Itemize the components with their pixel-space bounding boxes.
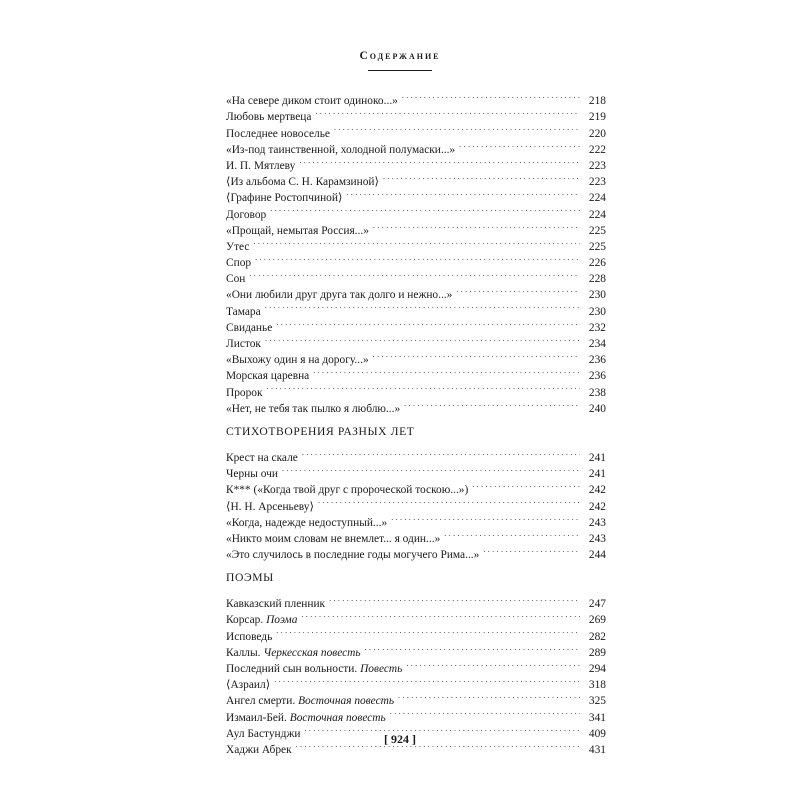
toc-entry-title-text: Сон xyxy=(226,273,246,286)
toc-entry-title-text: «Это случилось в последние годы могучего Рима...» xyxy=(226,549,480,562)
toc-entry-title-text: Свиданье xyxy=(226,321,273,334)
dot-leader xyxy=(265,331,580,347)
toc-entry-title-text: «Никто моим словам не внемлет... я один...» xyxy=(226,532,441,545)
toc-entry-title-text: «Когда, надежде недоступный...» xyxy=(226,516,388,529)
toc-entry-page-number: 282 xyxy=(588,630,606,643)
toc-entry-subtitle: Восточная повесть xyxy=(298,695,395,708)
toc-entry-title-text: Утес xyxy=(226,240,250,253)
toc-entry xyxy=(226,201,606,221)
toc-entry-page-number: 269 xyxy=(588,614,606,627)
toc-entry-page-number: 240 xyxy=(588,402,606,415)
toc-entry-page-number: 294 xyxy=(588,663,606,675)
toc-entry-title-text: ⟨Из альбома С. Н. Карамзиной⟩ xyxy=(226,176,379,189)
toc-entry-title-text: Крест на скале xyxy=(226,451,298,464)
dot-leader xyxy=(276,315,580,331)
toc-entry-page-number: 226 xyxy=(588,257,606,270)
dot-leader xyxy=(318,493,580,509)
dot-leader xyxy=(346,185,580,201)
toc-entry xyxy=(226,623,606,643)
toc-entry-title-text: Договор xyxy=(226,208,267,221)
toc-entry-page-number: 238 xyxy=(588,386,606,399)
toc-entry-page-number: 223 xyxy=(588,159,606,172)
toc-entry-title-text: Морская царевна xyxy=(226,370,310,383)
toc-entry-page-number: 230 xyxy=(588,289,606,302)
dot-leader xyxy=(373,218,580,234)
toc-entry-page-number: 218 xyxy=(588,95,606,108)
toc-entry-title-text: «Прощай, немытая Россия...» xyxy=(226,224,369,237)
dot-leader xyxy=(456,282,580,298)
dot-leader xyxy=(459,137,580,153)
dot-leader xyxy=(472,477,580,493)
toc-entry xyxy=(226,396,606,415)
dot-leader xyxy=(373,347,580,363)
dot-leader xyxy=(315,104,580,120)
dot-leader xyxy=(276,623,580,639)
toc-entry xyxy=(226,688,606,708)
running-header: Содержание xyxy=(359,50,441,62)
toc-entry xyxy=(226,640,606,659)
toc-entry-title xyxy=(226,109,311,125)
toc-entry-page-number: 219 xyxy=(588,111,606,124)
toc-entry xyxy=(226,347,606,367)
toc-entry-title xyxy=(226,385,263,401)
toc-entry-title-text: К*** («Когда твой друг с пророческой тоскою...») xyxy=(226,484,469,497)
toc-entry xyxy=(226,250,606,270)
toc-entry-page-number: 243 xyxy=(588,516,606,529)
toc-entry-title-text: Аул Бастунджи xyxy=(226,727,301,740)
toc-entry xyxy=(226,298,606,318)
toc-entry-title-text: Последний сын вольности. xyxy=(226,663,358,675)
toc-entry-title-text: И. П. Мятлеву xyxy=(226,159,296,172)
toc-entry-title-text: Измаил-Бей. xyxy=(226,711,287,724)
dot-leader xyxy=(398,688,580,704)
dot-leader xyxy=(249,266,580,282)
toc-entry-title-text: Тамара xyxy=(226,305,261,318)
page-number: [ 924 ] xyxy=(384,732,416,746)
dot-leader xyxy=(265,298,580,314)
toc-entry-title xyxy=(226,466,278,482)
toc-entry xyxy=(226,445,606,464)
dot-leader xyxy=(302,445,580,461)
dot-leader xyxy=(282,461,580,477)
dot-leader xyxy=(383,169,580,185)
toc-entry-title xyxy=(226,515,387,531)
toc-entry-page-number: 232 xyxy=(588,321,606,334)
section-title-poems: ПОЭМЫ xyxy=(226,571,274,585)
toc-entry xyxy=(226,379,606,399)
toc-entry xyxy=(226,315,606,334)
toc-entry-title-text: Ангел смерти. xyxy=(226,695,296,708)
toc-entry-title-text: «Нет, не тебя так пылко я люблю...» xyxy=(226,402,401,415)
toc-entry xyxy=(226,461,606,481)
toc-entry-title xyxy=(226,401,400,417)
toc-entry xyxy=(226,218,606,237)
toc-entry-title-text: Исповедь xyxy=(226,630,273,643)
toc-entry-page-number: 244 xyxy=(588,549,606,562)
toc-entry-title xyxy=(226,677,270,693)
dot-leader xyxy=(313,363,580,379)
toc-entry-title xyxy=(226,547,479,563)
toc-entry xyxy=(226,282,606,302)
toc-entry-title-text: «Из-под таинственной, холодной полумаски...» xyxy=(226,143,456,156)
toc-entry-page-number: 318 xyxy=(588,679,606,692)
toc-entry-title xyxy=(226,531,440,547)
toc-entry-title-text: «Они любили друг друга так долго и нежно...» xyxy=(226,289,453,302)
toc-entry-page-number: 236 xyxy=(588,370,606,383)
dot-leader xyxy=(299,153,580,169)
table-of-contents xyxy=(226,88,606,756)
toc-entry-page-number: 241 xyxy=(588,468,606,481)
toc-entry-page-number: 341 xyxy=(588,711,606,724)
dot-leader xyxy=(301,607,580,623)
toc-entry-title xyxy=(226,207,266,223)
toc-entry-page-number: 236 xyxy=(588,354,606,367)
toc-entry-page-number: 230 xyxy=(588,305,606,318)
toc-entry-page-number: 247 xyxy=(588,598,606,611)
dot-leader xyxy=(390,704,580,720)
toc-entry xyxy=(226,331,606,350)
toc-entry-page-number: 325 xyxy=(588,695,606,708)
dot-leader xyxy=(329,591,580,607)
dot-leader xyxy=(402,88,580,104)
toc-entry-title xyxy=(226,693,394,709)
toc-entry-subtitle: Черкесская повесть xyxy=(263,646,361,659)
toc-entry-page-number: 222 xyxy=(588,143,606,156)
toc-entry-title xyxy=(226,255,251,271)
dot-leader xyxy=(334,120,580,136)
toc-entry-page-number: 242 xyxy=(588,484,606,497)
toc-entry-title-text: «Выхожу один я на дорогу...» xyxy=(226,354,369,367)
toc-group-various-years xyxy=(226,445,606,562)
toc-entry-subtitle: Восточная повесть xyxy=(289,711,386,724)
toc-entry-page-number: 228 xyxy=(588,273,606,286)
dot-leader xyxy=(365,640,580,656)
toc-entry-title-text: Черны очи xyxy=(226,468,278,481)
dot-leader xyxy=(404,396,580,412)
toc-entry xyxy=(226,477,606,497)
toc-entry-title-text: ⟨Графине Ростопчиной⟩ xyxy=(226,192,343,205)
toc-entry-title xyxy=(226,304,261,320)
toc-entry-page-number: 289 xyxy=(588,646,606,659)
toc-entry-subtitle: Повесть xyxy=(360,663,403,675)
toc-entry xyxy=(226,672,606,692)
toc-group-narrative-poems xyxy=(226,591,606,756)
dot-leader xyxy=(406,656,580,672)
toc-entry-title xyxy=(226,271,245,287)
toc-entry-title-text: Пророк xyxy=(226,386,263,399)
toc-entry-title xyxy=(226,158,295,174)
toc-entry-title-text: Любовь мертвеца xyxy=(226,111,312,124)
toc-entry xyxy=(226,266,606,286)
toc-entry xyxy=(226,591,606,611)
toc-entry-title-text: Листок xyxy=(226,338,261,350)
dot-leader xyxy=(253,234,580,250)
dot-leader xyxy=(444,526,580,542)
toc-entry-title xyxy=(226,239,249,255)
toc-entry-subtitle: Поэма xyxy=(266,614,298,627)
toc-entry-page-number: 225 xyxy=(588,224,606,237)
toc-entry-page-number: 242 xyxy=(588,500,606,513)
dot-leader xyxy=(483,542,580,558)
toc-entry-page-number: 243 xyxy=(588,532,606,545)
toc-entry-title xyxy=(226,645,361,661)
dot-leader xyxy=(270,201,580,217)
header-rule xyxy=(368,70,432,71)
dot-leader xyxy=(267,379,580,395)
dot-leader xyxy=(274,672,580,688)
toc-entry-title xyxy=(226,629,272,645)
toc-entry-page-number: 409 xyxy=(588,727,606,740)
toc-entry-title xyxy=(226,499,314,515)
toc-entry-page-number: 234 xyxy=(588,338,606,350)
toc-entry-title-text: Кавказский пленник xyxy=(226,598,326,611)
toc-entry-page-number: 225 xyxy=(588,240,606,253)
dot-leader xyxy=(391,510,580,526)
toc-entry-title-text: Каллы. xyxy=(226,646,261,659)
section-title-various-years: СТИХОТВОРЕНИЯ РАЗНЫХ ЛЕТ xyxy=(226,424,415,438)
toc-entry-page-number: 223 xyxy=(588,176,606,189)
toc-group-poems-late xyxy=(226,88,606,415)
toc-entry-title-text: Хаджи Абрек xyxy=(226,743,292,756)
toc-entry-page-number: 431 xyxy=(588,743,606,756)
toc-entry-page-number: 220 xyxy=(588,127,606,140)
toc-entry-title xyxy=(226,336,261,352)
toc-entry-title-text: Последнее новоселье xyxy=(226,127,330,140)
toc-entry-title-text: Корсар. xyxy=(226,614,264,627)
toc-entry-title-text: ⟨Азраил⟩ xyxy=(226,679,271,692)
toc-entry-page-number: 224 xyxy=(588,208,606,221)
toc-entry-title-text: ⟨Н. Н. Арсеньеву⟩ xyxy=(226,500,314,513)
dot-leader xyxy=(255,250,580,266)
toc-entry xyxy=(226,88,606,108)
toc-entry-page-number: 241 xyxy=(588,451,606,464)
toc-entry-title-text: «На севере диком стоит одиноко...» xyxy=(226,95,398,108)
toc-entry-title xyxy=(226,126,330,142)
toc-entry-page-number: 224 xyxy=(588,192,606,205)
toc-entry xyxy=(226,234,606,253)
toc-entry-title-text: Спор xyxy=(226,257,252,270)
